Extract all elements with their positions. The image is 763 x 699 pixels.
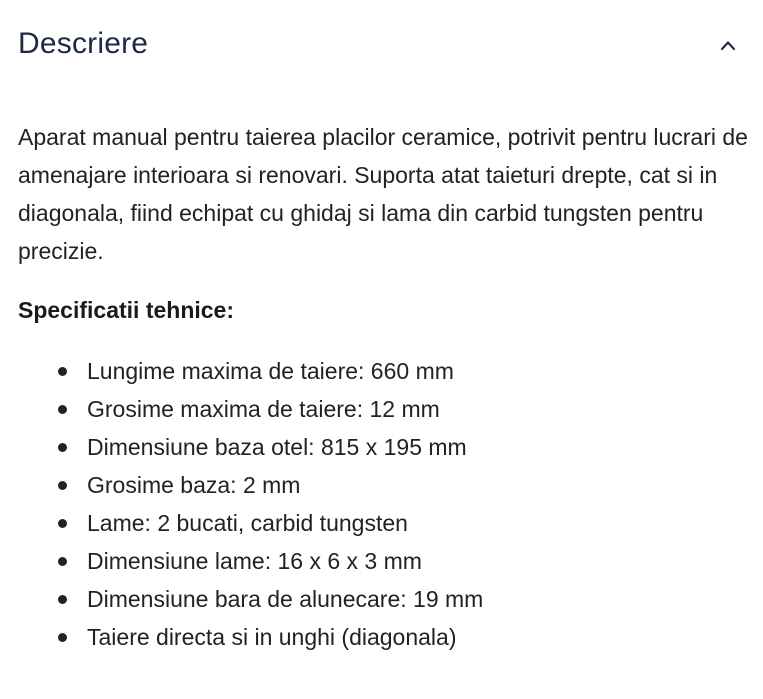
spec-item: [18, 466, 748, 504]
bullet-icon: [58, 519, 67, 528]
spec-item: [18, 504, 748, 542]
spec-item: [18, 618, 748, 656]
spec-item-text: Lungime maxima de taiere: 660 mm: [87, 358, 454, 384]
spec-item-text: Lame: 2 bucati, carbid tungsten: [87, 510, 408, 536]
accordion-title: Descriere: [18, 27, 149, 60]
spec-item-text: Taiere directa si in unghi (diagonala): [87, 624, 457, 650]
spec-item: [18, 428, 748, 466]
spec-item: [18, 352, 748, 390]
chevron-up-icon[interactable]: [719, 38, 737, 52]
spec-item-text: Dimensiune baza otel: 815 x 195 mm: [87, 434, 467, 460]
spec-item-text: Dimensiune bara de alunecare: 19 mm: [87, 586, 484, 612]
spec-item-text: Grosime baza: 2 mm: [87, 472, 301, 498]
accordion-header[interactable]: [0, 0, 763, 90]
spec-item: [18, 542, 748, 580]
spec-item-text: Grosime maxima de taiere: 12 mm: [87, 396, 440, 422]
spec-item: [18, 580, 748, 618]
bullet-icon: [58, 367, 67, 376]
spec-item: [18, 390, 748, 428]
bullet-icon: [58, 557, 67, 566]
bullet-icon: [58, 481, 67, 490]
bullet-icon: [58, 443, 67, 452]
bullet-icon: [58, 595, 67, 604]
accordion-content: [18, 118, 748, 656]
spec-item-text: Dimensiune lame: 16 x 6 x 3 mm: [87, 548, 422, 574]
bullet-icon: [58, 633, 67, 642]
specs-heading: Specificatii tehnice:: [18, 297, 235, 323]
specs-list: [18, 352, 748, 656]
bullet-icon: [58, 405, 67, 414]
description-text: Aparat manual pentru taierea placilor ceramice, potrivit pentru lucrari de amenajare interioara si renovari. Suporta atat taieturi drepte, cat si in diagonala, fiind echipat cu ghidaj si lama din carbid tungsten pentru precizie.: [18, 124, 748, 264]
